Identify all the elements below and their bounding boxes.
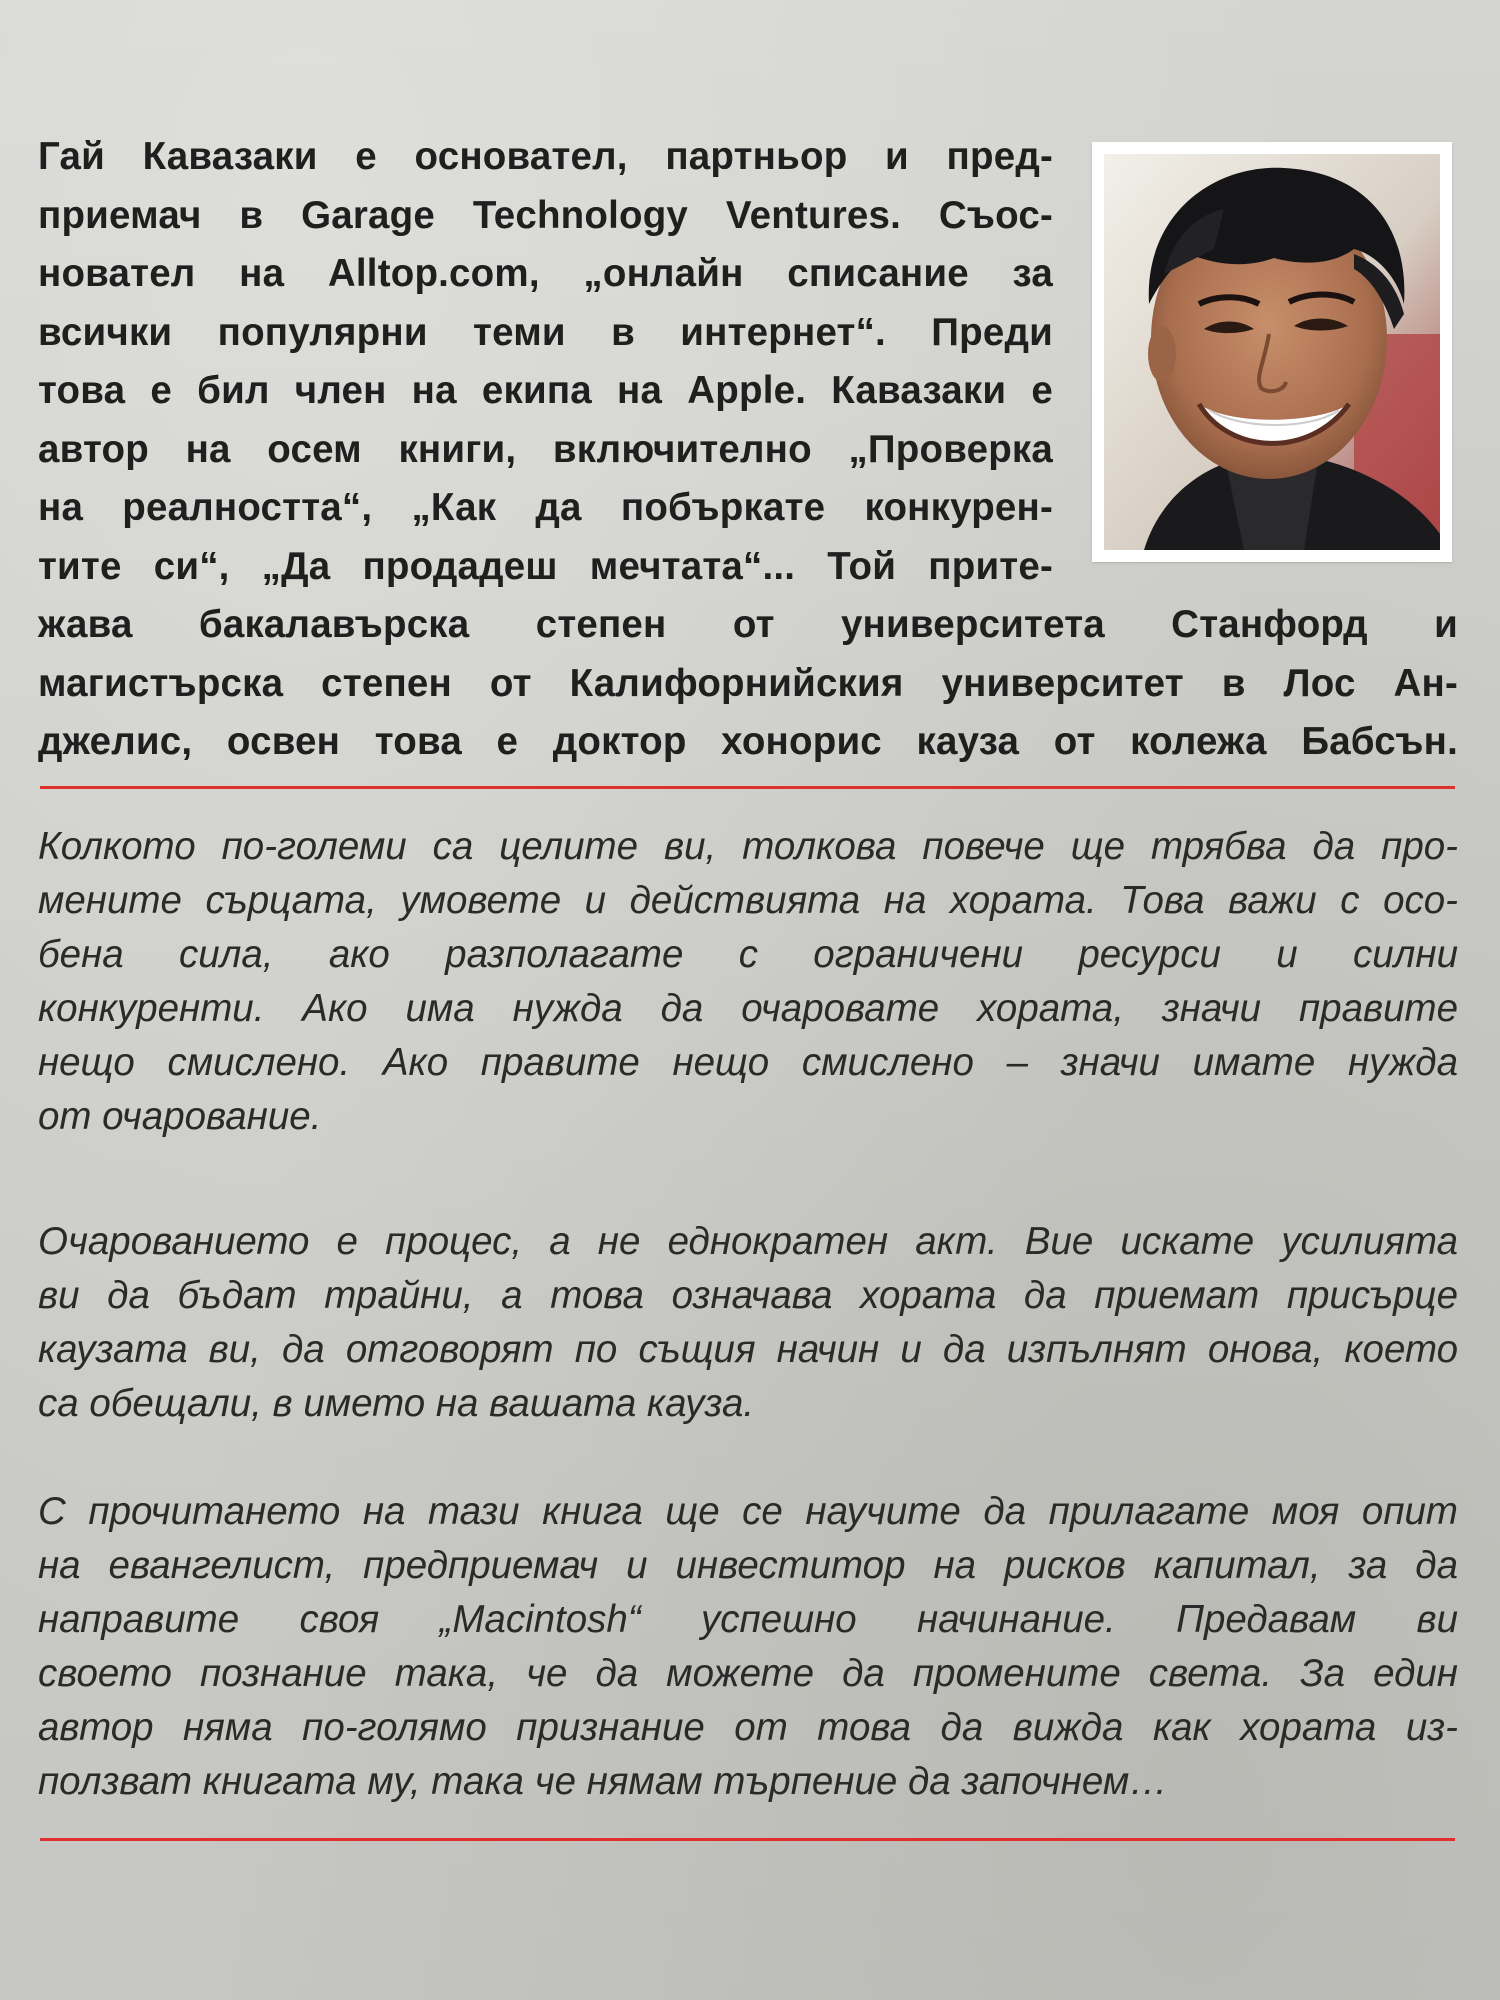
- divider-rule-top: [40, 786, 1455, 789]
- author-photo-frame: [1092, 142, 1452, 562]
- paragraph-line: ползват книгата му, така че нямам търпение да започнем…: [38, 1760, 1168, 1803]
- paragraph-line: са обещали, в името на вашата кауза.: [38, 1382, 755, 1425]
- author-bio-section: [38, 128, 1458, 768]
- paragraph-line: ви да бъдат трайни, а това означава хората да приемат присърце: [38, 1274, 1458, 1317]
- divider-rule-bottom: [40, 1838, 1455, 1841]
- blurb-paragraph-2: [38, 1215, 1458, 1431]
- paragraph-line: автор няма по-голямо признание от това да вижда как хората из-: [38, 1706, 1458, 1749]
- bio-line: автор на осем книги, включително „Проверка: [38, 427, 1053, 471]
- paragraph-line: конкуренти. Ако има нужда да очаровате хората, значи правите: [38, 987, 1458, 1030]
- paragraph-line: своето познание така, че да можете да промените света. За един: [38, 1652, 1458, 1695]
- bio-line: жава бакалавърска степен от университета Станфорд и: [38, 603, 1458, 646]
- blurb-paragraph-1: [38, 820, 1458, 1144]
- paragraph-line: Колкото по-големи са целите ви, толкова повече ще трябва да про-: [38, 825, 1458, 868]
- bio-line: приемач в Garage Technology Ventures. Съос-: [38, 193, 1053, 237]
- bio-line: това е бил член на екипа на Apple. Кавазаки е: [38, 369, 1053, 412]
- bio-line: всички популярни теми в интернет“. Преди: [38, 310, 1053, 354]
- paragraph-line: каузата ви, да отговорят по същия начин и да изпълнят онова, което: [38, 1328, 1458, 1371]
- bio-line: тите си“, „Да продадеш мечтата“... Той прите-: [38, 544, 1053, 588]
- paragraph-line: на евангелист, предприемач и инвеститор на рисков капитал, за да: [38, 1544, 1458, 1587]
- bio-line: Гай Кавазаки е основател, партньор и пред-: [38, 135, 1053, 178]
- paragraph-line: нещо смислено. Ако правите нещо смислено – значи имате нужда: [38, 1041, 1458, 1084]
- paragraph-line: направите своя „Macintosh“ успешно начинание. Предавам ви: [38, 1598, 1458, 1641]
- bio-line: новател на Alltop.com, „онлайн списание за: [38, 252, 1053, 295]
- paragraph-line: от очарование.: [38, 1095, 322, 1138]
- paragraph-line: бена сила, ако разполагате с ограничени ресурси и силни: [38, 933, 1458, 976]
- author-bio-text: [38, 128, 1458, 772]
- paragraph-line: С прочитането на тази книга ще се научите да прилагате моя опит: [38, 1490, 1458, 1533]
- blurb-paragraph-3: [38, 1485, 1458, 1809]
- paragraph-line: мените сърцата, умовете и действията на хората. Това важи с осо-: [38, 879, 1458, 922]
- bio-line: магистърска степен от Калифорнийския университет в Лос Ан-: [38, 661, 1458, 705]
- bio-line: джелис, освен това е доктор хонорис кауза от колежа Бабсън.: [38, 720, 1458, 763]
- paragraph-line: Очарованието е процес, а не еднократен акт. Вие искате усилията: [38, 1220, 1458, 1263]
- bio-line: на реалността“, „Как да побъркате конкурен-: [38, 486, 1053, 529]
- author-photo: [1104, 154, 1440, 550]
- author-portrait-image: [1104, 154, 1440, 550]
